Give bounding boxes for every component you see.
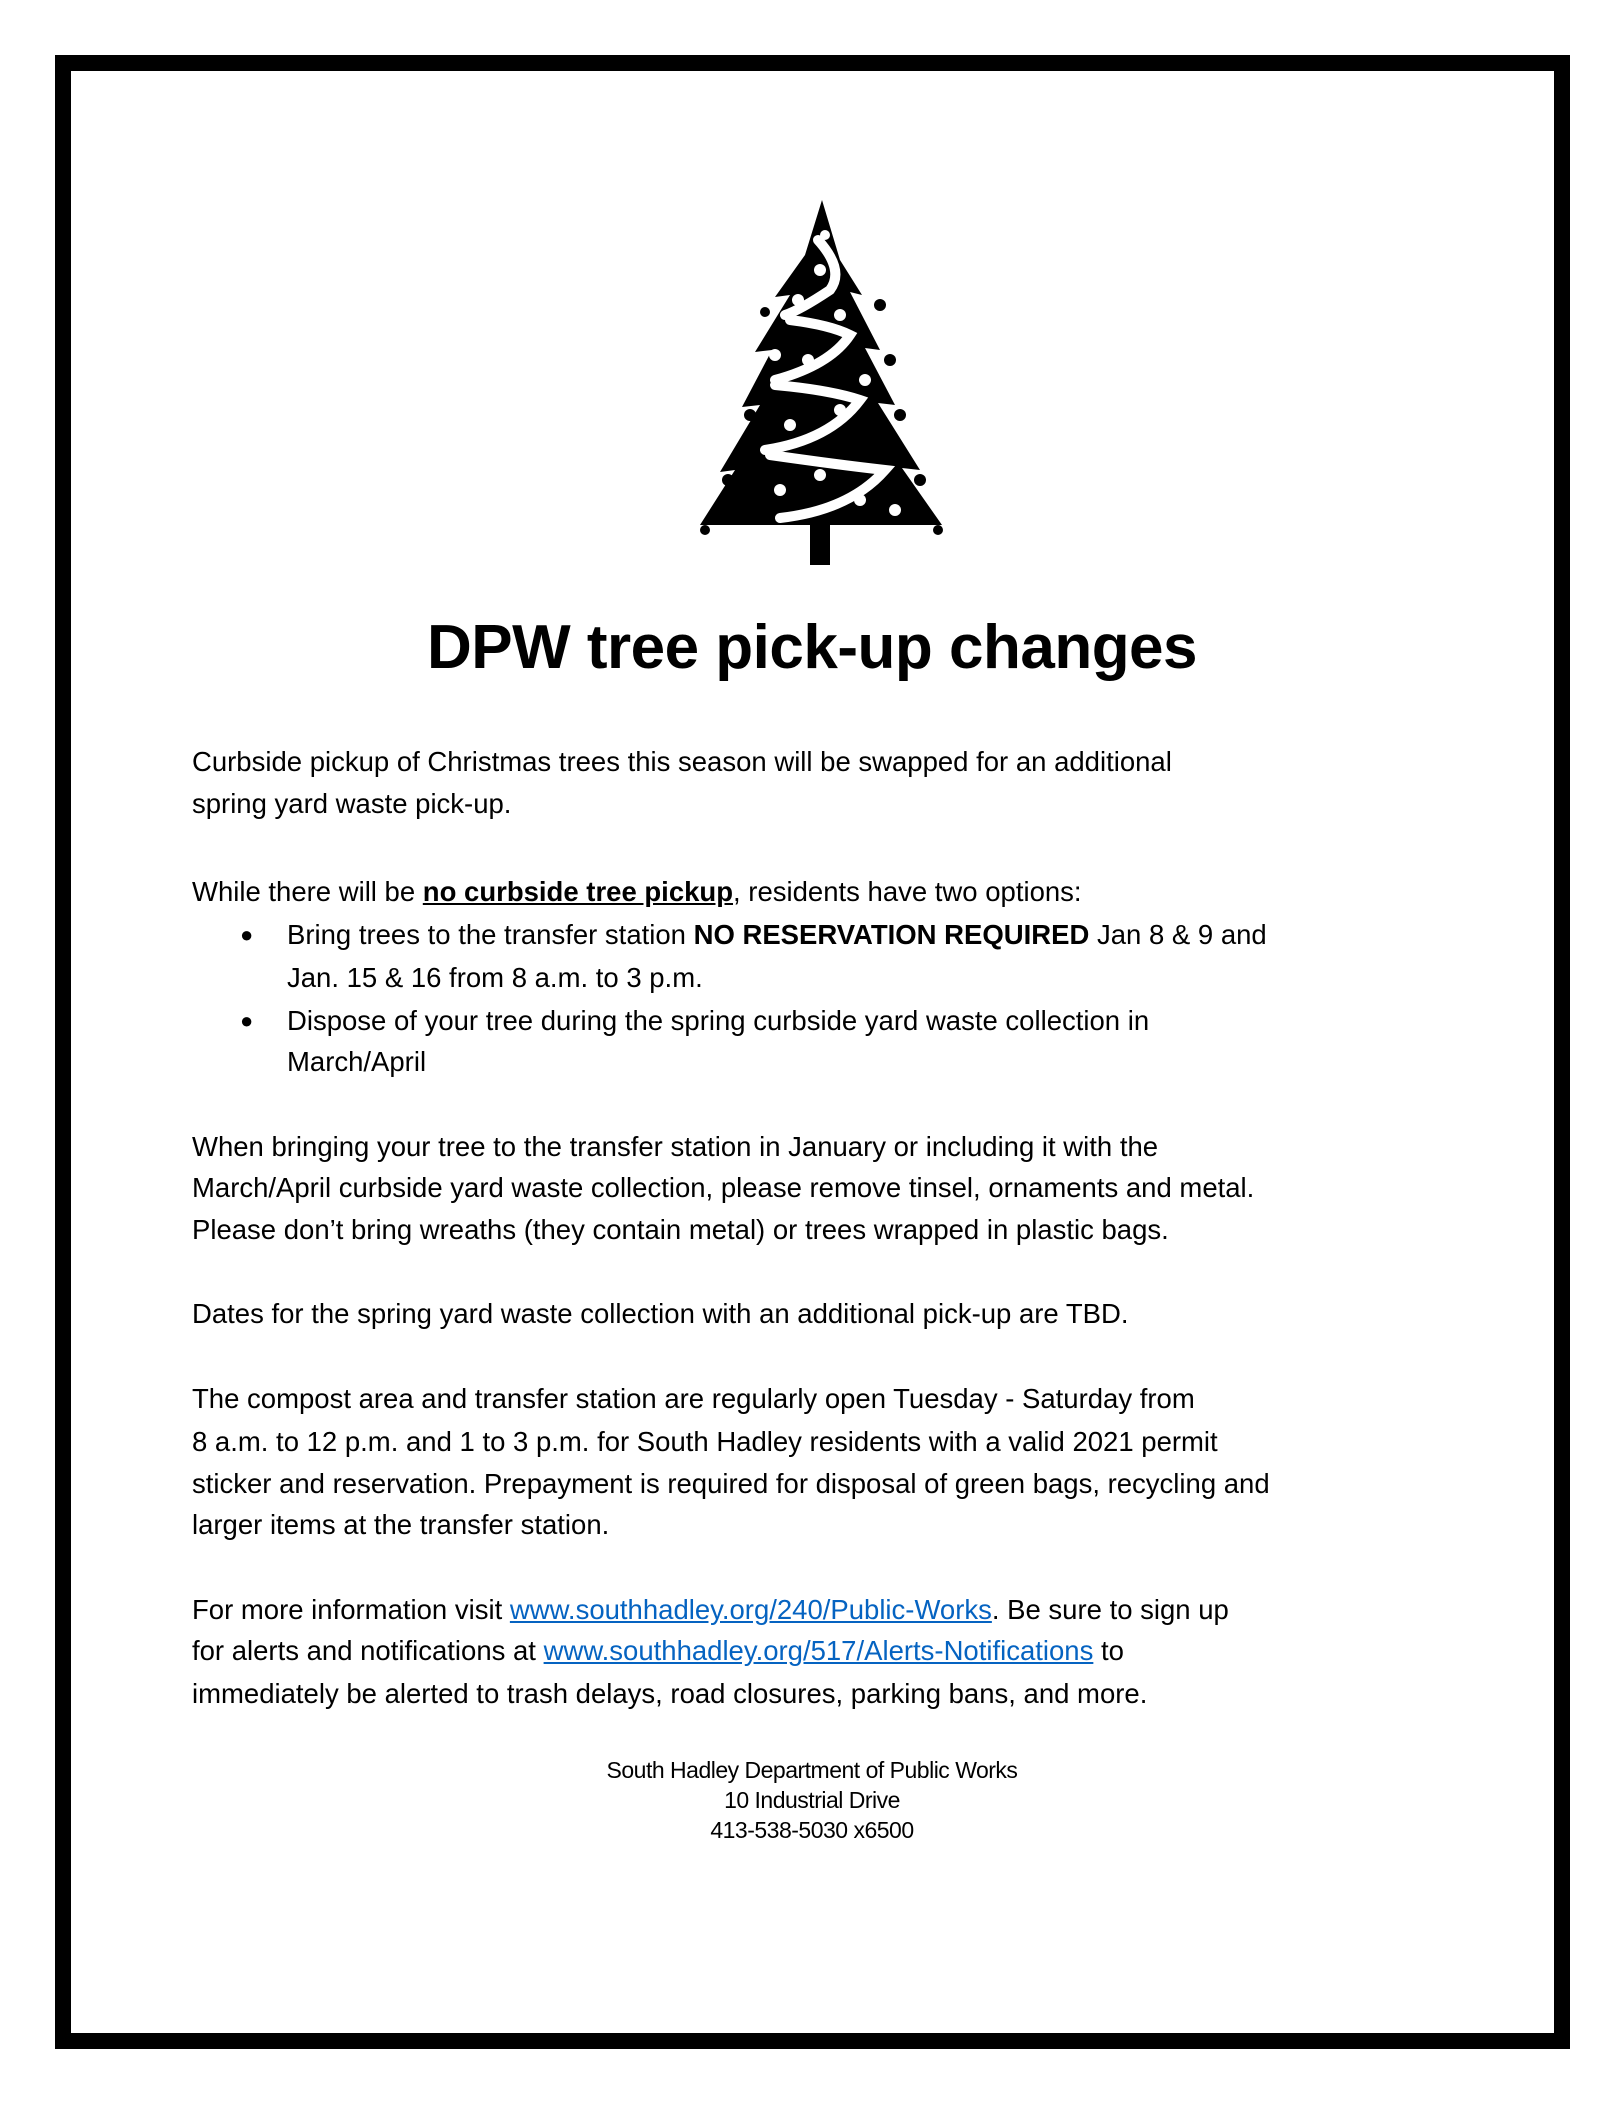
options-text-a: While there will be [192,876,423,907]
bullet-2-line-2: March/April [287,1046,427,1077]
more-info-line-2 [192,1633,1124,1669]
instructions-line-1: When bringing your tree to the transfer station in January or including it with the [192,1131,1159,1162]
footer-phone: 413-538-5030 x6500 [710,1817,914,1843]
bullet-icon: ● [240,922,254,947]
to-text: to [1093,1635,1124,1666]
footer-department: South Hadley Department of Public Works [606,1757,1018,1783]
hours-line-4: larger items at the transfer station. [192,1509,610,1540]
dates-tbd: Dates for the spring yard waste collection with an additional pick-up are TBD. [192,1298,1129,1329]
bullet-icon: ● [240,1008,254,1033]
bullet-1-dates: Jan 8 & 9 and [1089,919,1267,950]
intro-line-1: Curbside pickup of Christmas trees this season will be swapped for an additional [192,746,1172,777]
public-works-link[interactable]: www.southhadley.org/240/Public-Works [509,1594,992,1625]
alerts-text: for alerts and notifications at [192,1635,544,1666]
intro-line-2: spring yard waste pick-up. [192,788,512,819]
more-info-line-3: immediately be alerted to trash delays, road closures, parking bans, and more. [192,1678,1148,1709]
options-text-c: , residents have two options: [733,876,1082,907]
no-curbside-emphasis: no curbside tree pickup [422,876,734,907]
bullet-1-line-2: Jan. 15 & 16 from 8 a.m. to 3 p.m. [287,962,703,993]
bullet-1-line-1 [287,917,1267,953]
christmas-tree-icon [680,200,970,565]
instructions-line-3: Please don’t bring wreaths (they contain metal) or trees wrapped in plastic bags. [192,1214,1169,1245]
more-info-text: For more information visit [192,1594,510,1625]
no-reservation-emphasis: NO RESERVATION REQUIRED [693,919,1090,950]
sign-up-text: . Be sure to sign up [991,1594,1229,1625]
hours-line-1: The compost area and transfer station are regularly open Tuesday - Saturday from [192,1383,1195,1414]
options-intro [192,874,1082,910]
bullet-2-line-1: Dispose of your tree during the spring curbside yard waste collection in [287,1005,1150,1036]
footer-address: 10 Industrial Drive [724,1787,900,1813]
hours-line-2: 8 a.m. to 12 p.m. and 1 to 3 p.m. for South Hadley residents with a valid 2021 permit [192,1426,1218,1457]
alerts-notifications-link[interactable]: www.southhadley.org/517/Alerts-Notifications [543,1635,1094,1666]
hours-line-3: sticker and reservation. Prepayment is required for disposal of green bags, recycling and [192,1468,1270,1499]
bullet-1-text: Bring trees to the transfer station [287,919,694,950]
instructions-line-2: March/April curbside yard waste collection, please remove tinsel, ornaments and metal. [192,1172,1255,1203]
more-info-line-1 [192,1592,1229,1628]
page-title: DPW tree pick-up changes [426,613,1198,682]
